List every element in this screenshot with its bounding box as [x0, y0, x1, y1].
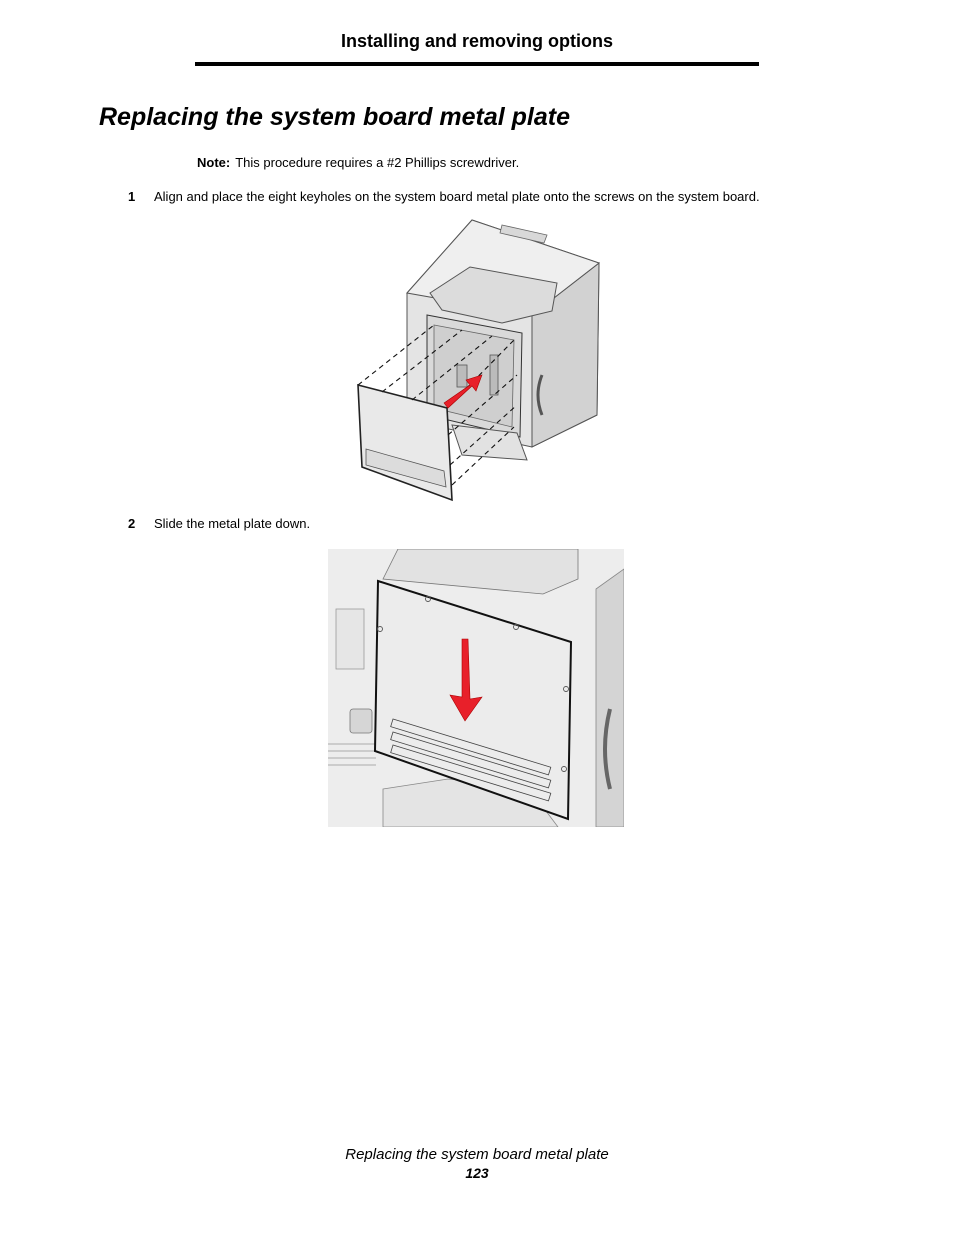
step-2	[128, 516, 310, 531]
page-title: Replacing the system board metal plate	[99, 103, 570, 131]
header-rule	[195, 62, 759, 66]
step-number: 2	[128, 516, 136, 531]
step-number: 1	[128, 189, 136, 204]
illustration-align-plate	[352, 215, 602, 503]
note-text: This procedure requires a #2 Phillips screwdriver.	[235, 155, 520, 170]
running-header: Installing and removing options	[340, 31, 613, 51]
page-number: 123	[465, 1165, 489, 1181]
note	[197, 155, 519, 170]
illustration-slide-plate	[328, 549, 624, 827]
step-text: Align and place the eight keyholes on the system board metal plate onto the screws on the system board.	[154, 189, 760, 204]
note-label: Note:	[197, 155, 231, 170]
step-1	[128, 189, 760, 204]
footer-section-title: Replacing the system board metal plate	[345, 1146, 609, 1163]
step-text: Slide the metal plate down.	[154, 516, 311, 531]
